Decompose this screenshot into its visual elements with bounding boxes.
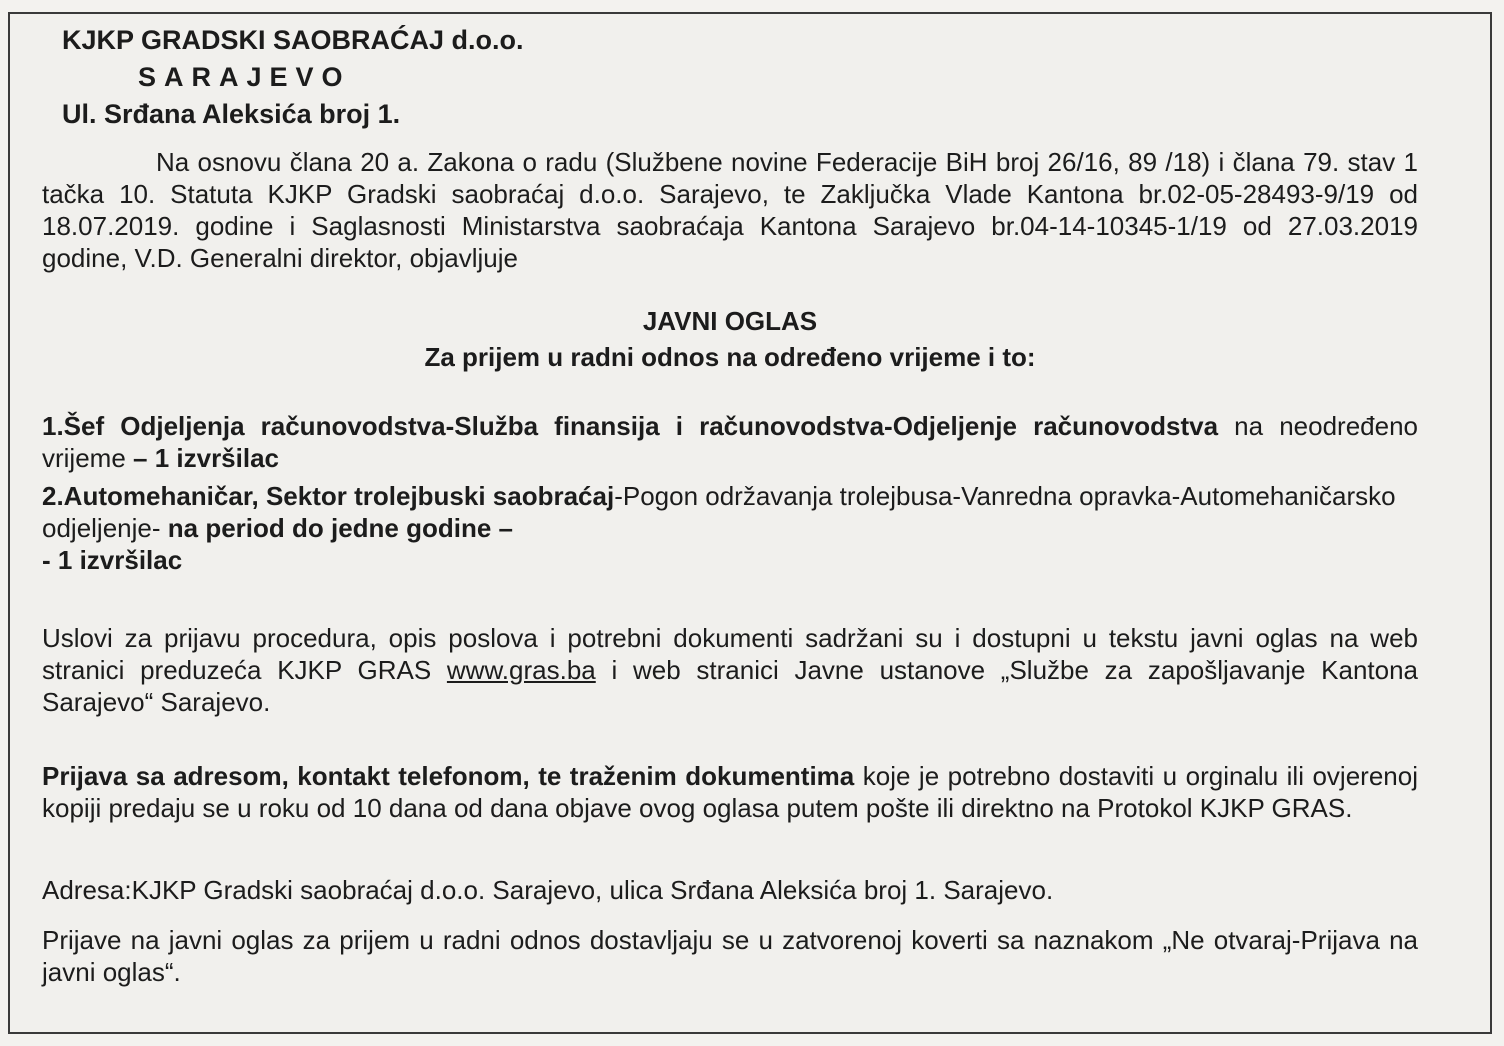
application-text: koje je potrebno dostaviti u orginalu ili ovjerenoj kopiji predaju se u roku od 10 dana od dana objave ovog oglasa putem pošte ili direktno na Protokol KJKP GRAS. — [42, 761, 1418, 823]
position-1-count: – 1 izvršilac — [133, 443, 280, 473]
ad-subtitle: Za prijem u radni odnos na određeno vrijeme i to: — [424, 342, 1036, 372]
closing-paragraph: Prijave na javni oglas za prijem u radni odnos dostavljaju se u zatvorenoj koverti sa naznakom „Ne otvaraj-Prijava na javni oglas“. — [42, 925, 1418, 987]
website-link[interactable]: www.gras.ba — [446, 655, 596, 685]
conditions-text: Uslovi za prijavu procedura, opis poslova i potrebni dokumenti sadržani su i dostupni u tekstu javni oglas na web stranici preduzeća KJKP GRAS — [42, 623, 1418, 685]
application-paragraph — [42, 760, 1418, 824]
company-header — [62, 22, 524, 133]
conditions-paragraph — [42, 622, 1418, 718]
ad-title: JAVNI OGLAS — [642, 306, 818, 336]
address-line: Adresa:KJKP Gradski saobraćaj d.o.o. Sarajevo, ulica Srđana Aleksića broj 1. Sarajevo. — [42, 875, 1054, 905]
intro-paragraph: Na osnovu člana 20 a. Zakona o radu (Službene novine Federacije BiH broj 26/16, 89 /18) i člana 79. stav 1 tačka 10. Statuta KJKP Gradski saobraćaj d.o.o. Sarajevo, te Zaključka Vlade Kantona br.02-05-28493-9/19 od 18.07.2019. godine i Saglasnosti Ministarstva saobraćaja Kantona Sarajevo br.04-14-10345-1/19 od 27.03.2019 godine, V.D. Generalni direktor, objavljuje — [42, 147, 1418, 273]
company-city: SARAJEVO — [138, 62, 351, 92]
company-address: Ul. Srđana Aleksića broj 1. — [62, 99, 401, 129]
position-2-period: na period do jedne godine – — [167, 513, 513, 543]
company-name: KJKP GRADSKI SAOBRAĆAJ d.o.o. — [62, 25, 524, 55]
conditions-text-end: i web stranici Javne ustanove „Službe za zapošljavanje Kantona Sarajevo“ Sarajevo. — [42, 655, 1419, 717]
position-2 — [42, 480, 1418, 576]
position-2-count: - 1 izvršilac — [42, 545, 183, 575]
position-1-term: na neodređeno vrijeme — [42, 411, 1418, 473]
position-2-unit: -Pogon održavanja trolejbusa-Vanredna opravka-Automehaničarsko odjeljenje- — [42, 481, 1396, 543]
position-2-title: 2.Automehaničar, Sektor trolejbuski saobraćaj — [42, 481, 615, 511]
application-bold: Prijava sa adresom, kontakt telefonom, te traženim dokumentima — [42, 761, 855, 791]
position-1-title: 1.Šef Odjeljenja računovodstva-Služba finansija i računovodstva-Odjeljenje računovodstva — [42, 411, 1219, 441]
position-1 — [42, 410, 1418, 474]
